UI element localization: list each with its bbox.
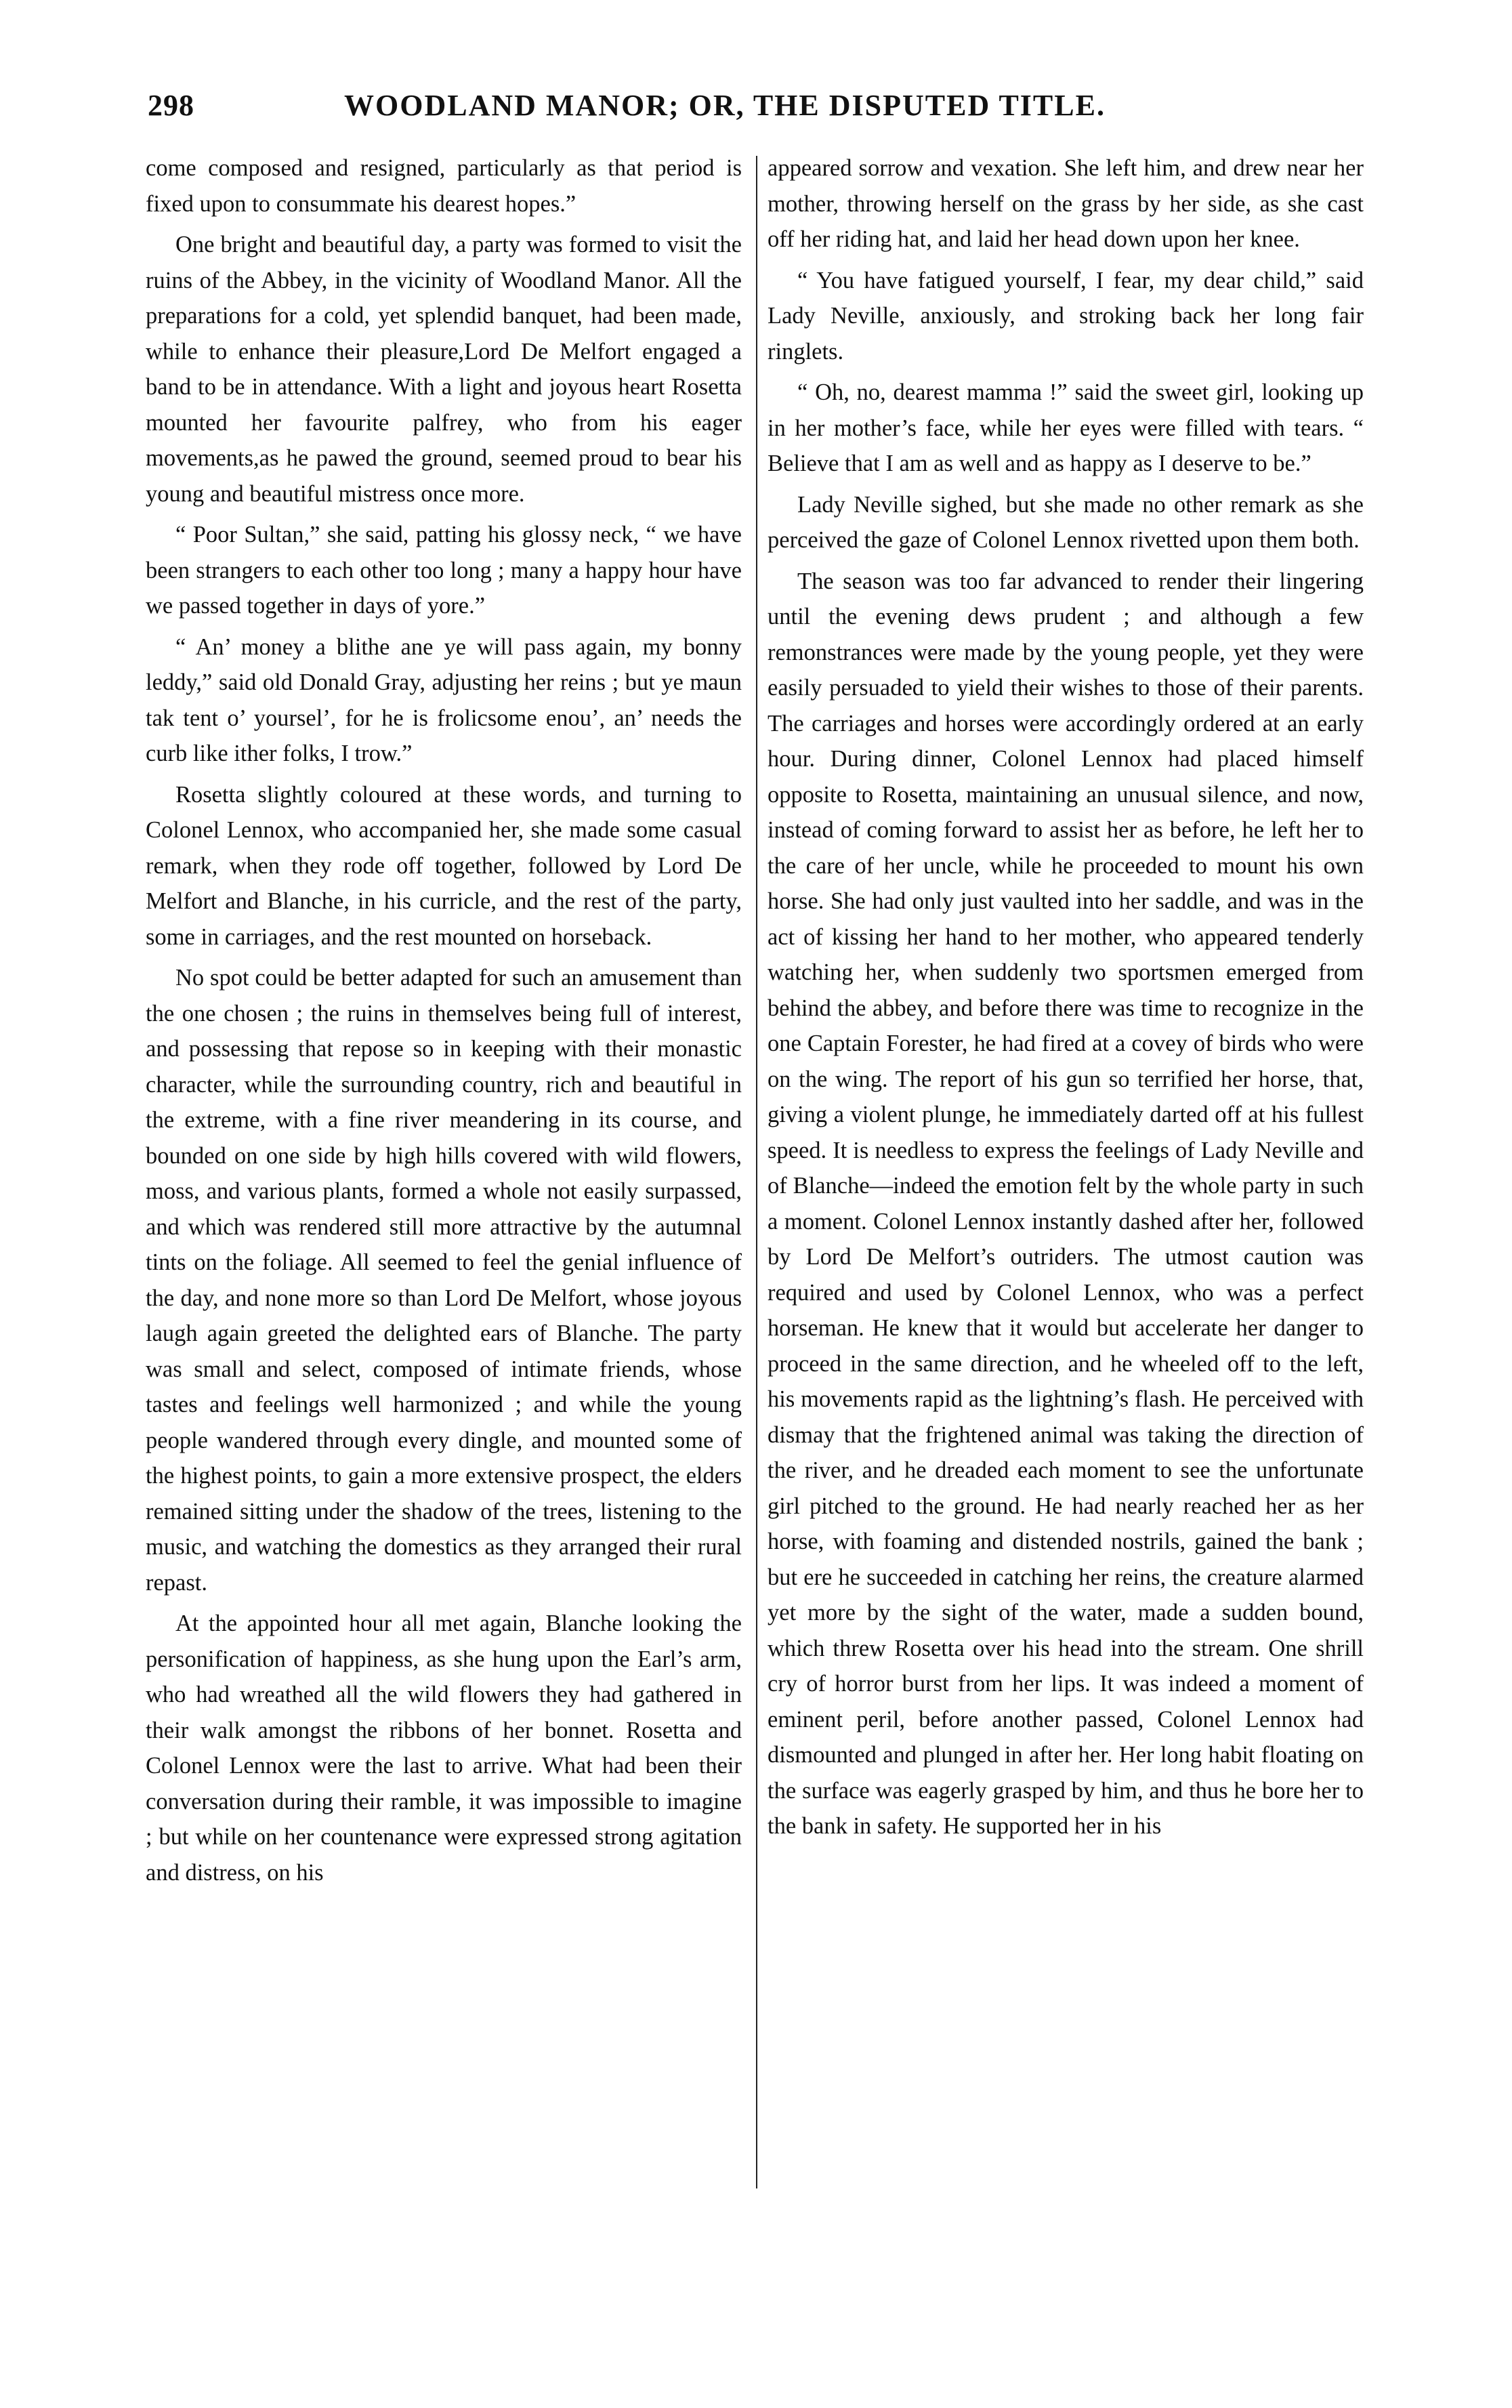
paragraph: The season was too far advanced to render their lingering until the evening dews prudent ; and although a few remonstrances were made by the young people, yet they were easily persuaded to yield their wishes to those of their parents. The carriages and horses were accordingly ordered at an early hour. During dinner, Colonel Lennox had placed himself opposite to Rosetta, maintaining an unusual silence, and now, instead of coming forward to assist her as before, he left her to the care of her uncle, while he proceeded to mount his own horse. She had only just vaulted into her saddle, and was in the act of kissing her hand to her mother, who appeared tenderly watching her, when suddenly two sportsmen emerged from behind the abbey, and before there was time to recognize in the one Captain Forester, he had fired at a covey of birds who were on the wing. The report of his gun so terrified her horse, that, giving a violent plunge, he immediately darted off at his fullest speed. It is needless to express the feelings of Lady Neville and of Blanche—indeed the emotion felt by the whole party in such a moment. Colonel Lennox instantly dashed after her, followed by Lord De Melfort’s outriders. The utmost caution was required and used by Colonel Lennox, who was a perfect horseman. He knew that it would but accelerate her danger to proceed in the same direction, and he wheeled off to the left, his movements rapid as the lightning’s flash. He perceived with dismay that the frightened animal was taking the direction of the river, and he dreaded each moment to see the unfortunate girl pitched to the ground. He had nearly reached her as her horse, with foaming and distended nostrils, gained the bank ; but ere he succeeded in catching her reins, the creature alarmed yet more by the sight of the water, made a sudden bound, which threw Rosetta over his head into the stream. One shrill cry of horror burst from her lips. It was indeed a moment of eminent peril, before another passed, Colonel Lennox had dismounted and plunged in after her. Her long habit floating on the surface was eagerly grasped by him, and thus he bore her to the bank in safety. He supported her in his (768, 568, 1364, 1839)
paragraph: “ You have fatigued yourself, I fear, my dear child,” said Lady Neville, anxiously, and stroking back her long fair ringlets. (768, 267, 1364, 365)
paragraph: One bright and beautiful day, a party was formed to visit the ruins of the Abbey, in the vicinity of Woodland Manor. All the preparations for a cold, yet splendid banquet, had been made, while to enhance their pleasure,Lord De Melfort engaged a band to be in attendance. With a light and joyous heart Rosetta mounted her favourite palfrey, who from his eager movements,as he pawed the ground, seemed proud to bear his young and beautiful mistress once more. (146, 232, 742, 507)
paragraph: “ Poor Sultan,” she said, patting his glossy neck, “ we have been strangers to each other too long ; many a happy hour have we passed together in days of yore.” (146, 522, 742, 619)
paragraph: “ Oh, no, dearest mamma !” said the sweet girl, looking up in her mother’s face, while her eyes were filled with tears. “ Believe that I am as well and as happy as I deserve to be.” (768, 379, 1364, 476)
running-title: WOODLAND MANOR; OR, THE DISPUTED TITLE. (344, 89, 1106, 122)
paragraph: “ An’ money a blithe ane ye will pass again, my bonny leddy,” said old Donald Gray, adjusting her reins ; but ye maun tak tent o’ yoursel’, for he is frolicsome enou’, an’ needs the curb like ither folks, I trow.” (146, 634, 742, 766)
running-header (148, 88, 1381, 136)
paragraph: appeared sorrow and vexation. She left him, and drew near her mother, throwing herself on the grass by her side, as she cast off her riding hat, and laid her head down upon her knee. (768, 155, 1364, 252)
paragraph: No spot could be better adapted for such an amusement than the one chosen ; the ruins in themselves being full of interest, and possessing that repose so in keeping with their monastic character, while the surrounding country, rich and beautiful in the extreme, with a fine river meandering in its course, and bounded on one side by high hills covered with wild flowers, moss, and various plants, formed a whole not easily surpassed, and which was rendered still more attractive by the autumnal tints on the foliage. All seemed to feel the genial influence of the day, and none more so than Lord De Melfort, whose joyous laugh again greeted the delighted ears of Blanche. The party was small and select, composed of intimate friends, whose tastes and feelings well harmonized ; and while the young people wandered through every dingle, and mounted some of the highest points, to gain a more extensive prospect, the elders remained sitting under the shadow of the trees, listening to the music, and watching the domestics as they arranged their rural repast. (146, 965, 742, 1596)
page-number: 298 (148, 89, 194, 122)
paragraph: come composed and resigned, particularly as that period is fixed upon to consummate his dearest hopes.” (146, 155, 742, 217)
paragraph: Rosetta slightly coloured at these words, and turning to Colonel Lennox, who accompanied her, she made some casual remark, when they rode off together, followed by Lord De Melfort and Blanche, in his curricle, and the rest of the party, some in carriages, and the rest mounted on horseback. (146, 781, 742, 950)
column-divider (756, 156, 757, 2188)
paragraph: Lady Neville sighed, but she made no other remark as she perceived the gaze of Colonel Lennox rivetted upon them both. (768, 491, 1364, 553)
paragraph: At the appointed hour all met again, Blanche looking the personification of happiness, as she hung upon the Earl’s arm, who had wreathed all the wild flowers they had gathered in their walk amongst the ribbons of her bonnet. Rosetta and Colonel Lennox were the last to arrive. What had been their conversation during their ramble, it was impossible to imagine ; but while on her countenance were expressed strong agitation and distress, on his (146, 1611, 742, 1886)
left-column (146, 150, 742, 1896)
right-column (768, 150, 1364, 1850)
